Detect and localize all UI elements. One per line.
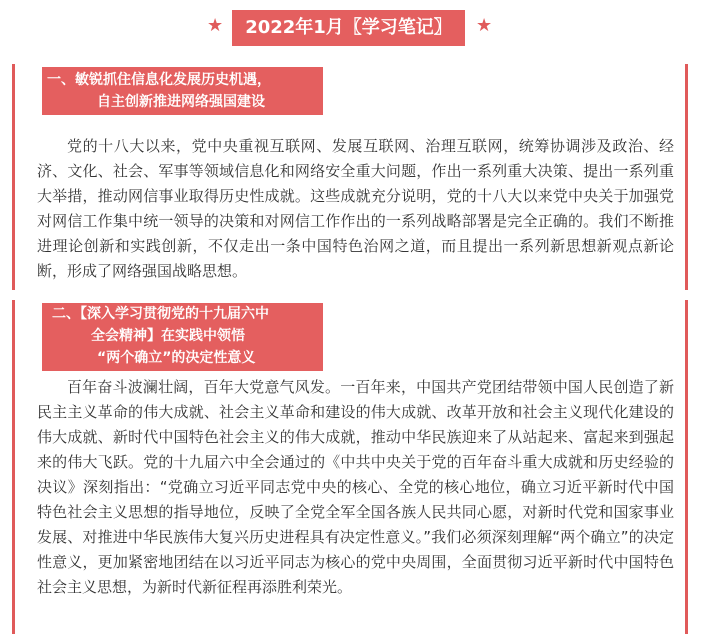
section-1 [12,64,688,290]
section-2-heading-line-3: “两个确立”的决定性意义 [97,350,256,366]
section-1-body: 党的十八大以来，党中央重视互联网、发展互联网、治理互联网，统筹协调涉及政治、经济、文化、社会、军事等领域信息化和网络安全重大问题，作出一系列重大决策、提出一系列重大举措，推动网信事业取得历史性成就。这些成就充分说明，党的十八大以来党中央关于加强党对网信工作集中统一领导的决策和对网信工作作出的一系列战略部署是完全正确的。我们不断推进理论创新和实践创新，不仅走出一条中国特色治网之道，而且提出一系列新思想新观点新论断，形成了网络强国战略思想。 [37,137,674,280]
section-2 [12,300,688,634]
section-2-heading-line-1: 二、【深入学习贯彻党的十九届六中 [52,306,269,322]
star-icon: ★ [476,15,493,36]
section-2-body: 百年奋斗波澜壮阔，百年大党意气风发。一百年来，中国共产党团结带领中国人民创造了新民主主义革命的伟大成就、社会主义革命和建设的伟大成就、改革开放和社会主义现代化建设的伟大成就、新时代中国特色社会主义的伟大成就，推动中华民族迎来了从站起来、富起来到强起来的伟大飞跃。党的十九届六中全会通过的《中共中央关于党的百年奋斗重大成就和历史经验的决议》深刻指出：“党确立习近平同志党中央的核心、全党的核心地位，确立习近平新时代中国特色社会主义思想的指导地位，反映了全党全军全国各族人民共同心愿，对新时代党和国家事业发展、对推进中华民族伟大复兴历史进程具有决定性意义。”我们必须深刻理解“两个确立”的决定性意义，更加紧密地团结在以习近平同志为核心的党中央周围，全面贯彻习近平新时代中国特色社会主义思想，为新时代新征程再添胜利荣光。 [37,378,674,596]
section-1-heading-line-2: 自主创新推进网络强国建设 [97,94,265,110]
section-2-heading [42,303,323,371]
page-header [0,10,701,46]
page-title: 2022年1月〖学习笔记〗 [232,10,465,46]
section-1-heading-line-1: 一、敏锐抓住信息化发展历史机遇， [47,72,271,88]
section-2-heading-line-2: 全会精神】在实践中领悟 [91,328,245,344]
star-icon: ★ [207,15,224,36]
section-1-heading [42,67,323,115]
